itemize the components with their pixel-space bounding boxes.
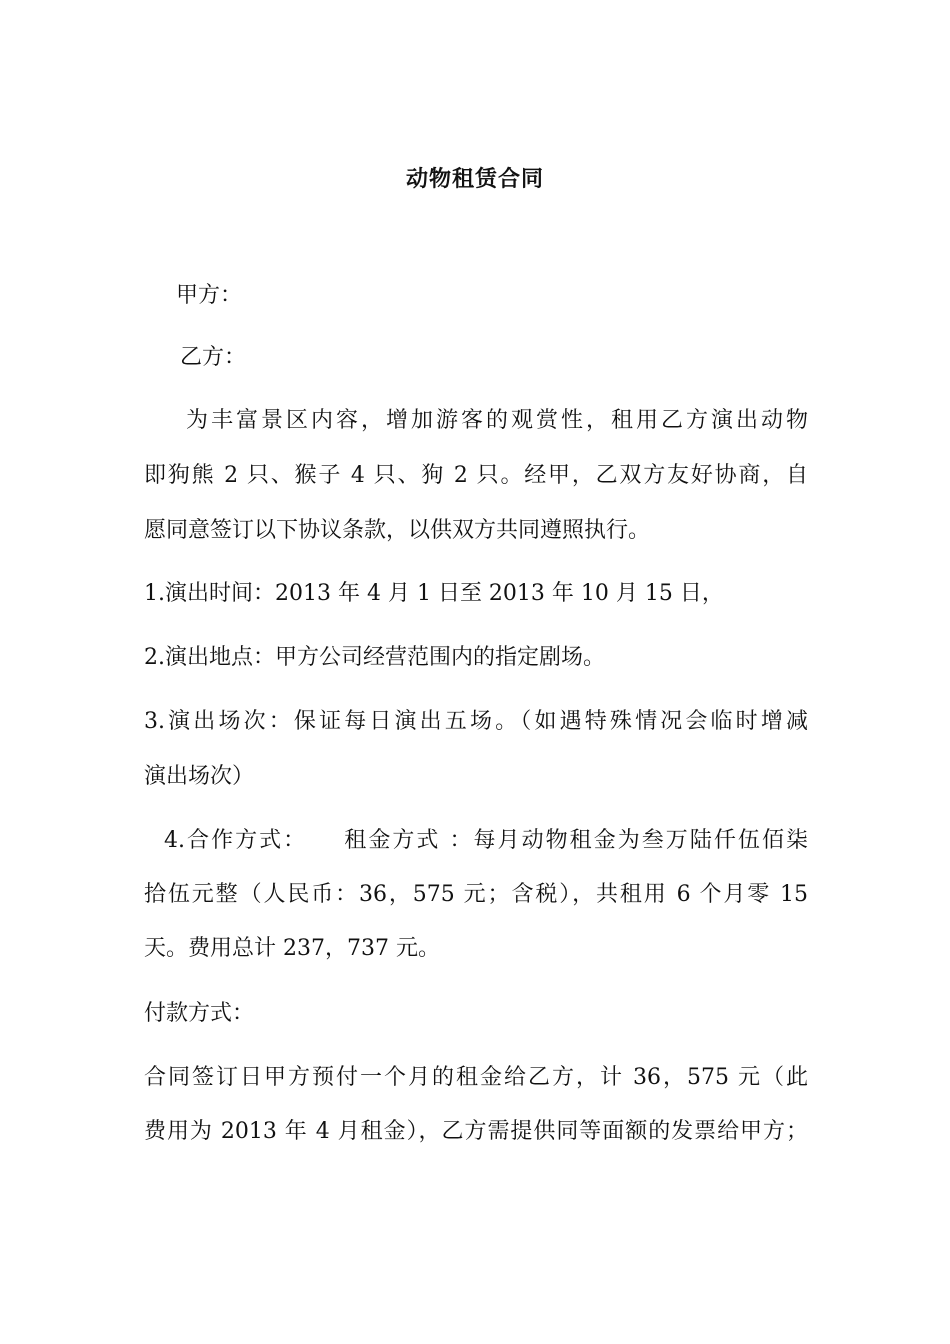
intro-line-2: 即狗熊 2 只、猴子 4 只、狗 2 只。经甲，乙双方友好协商，自: [144, 463, 808, 488]
party-a-label: 甲方：: [176, 283, 243, 308]
clause-3-line-2: 演出场次）: [144, 764, 255, 789]
document-title: 动物租赁合同: [405, 166, 544, 192]
clause-3-line-1: 3.演出场次：保证每日演出五场。（如遇特殊情况会临时增减: [144, 709, 808, 734]
clause-1: 1.演出时间：2013 年 4 月 1 日至 2013 年 10 月 15 日，: [144, 581, 724, 606]
clause-4-line-2: 拾伍元整（人民币：36，575 元；含税），共租用 6 个月零 15: [144, 882, 808, 907]
party-b-label: 乙方：: [180, 345, 247, 370]
payment-line-2: 费用为 2013 年 4 月租金），乙方需提供同等面额的发票给甲方；: [144, 1119, 808, 1144]
intro-line-3: 愿同意签订以下协议条款，以供双方共同遵照执行。: [144, 518, 651, 543]
clause-2: 2.演出地点：甲方公司经营范围内的指定剧场。: [144, 645, 605, 670]
clause-4-line-3: 天。费用总计 237，737 元。: [144, 936, 440, 961]
payment-line-1: 合同签订日甲方预付一个月的租金给乙方，计 36，575 元（此: [144, 1065, 808, 1090]
payment-heading: 付款方式：: [144, 1001, 255, 1026]
intro-line-1: 为丰富景区内容，增加游客的观赏性，租用乙方演出动物: [186, 408, 808, 433]
clause-4-line-1: 4.合作方式： 租金方式 ：每月动物租金为叁万陆仟伍佰柒: [164, 828, 808, 853]
